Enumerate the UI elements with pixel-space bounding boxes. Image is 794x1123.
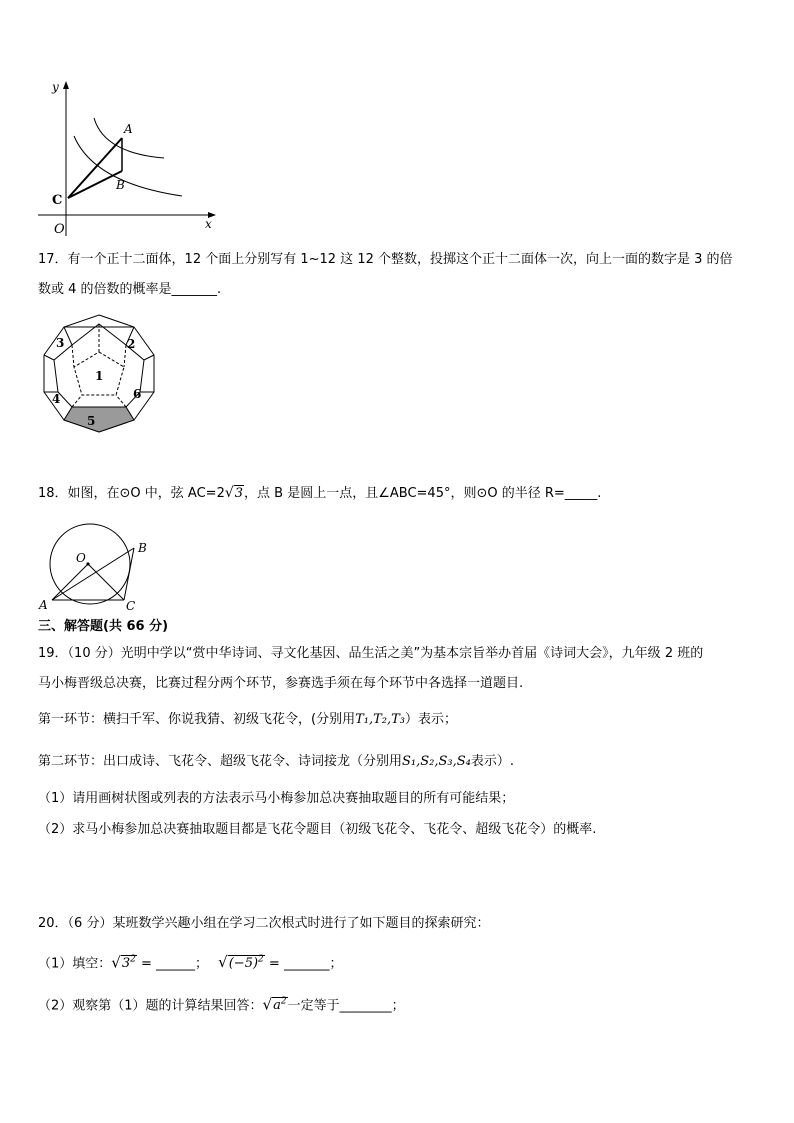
sqrt-symbol: √ [262,995,273,1014]
stage2-end: 表示）. [470,754,515,769]
radicand-2: $(-5)^2$ [228,955,264,972]
origin-label: O [54,222,65,237]
section-heading: 三、解答题(共 66 分) [38,619,169,634]
stage2-text: 第二环节：出口成诗、飞花令、超级飞花令、诗词接龙（分别用 [38,754,403,769]
face-label-2: 2 [127,337,136,351]
q17-line1: 17．有一个正十二面体，12 个面上分别写有 1~12 这 12 个整数，投掷这个正十二面体一次，向上一面的数字是 3 的倍 [38,252,733,267]
q18-text [38,484,601,503]
q19-stage1 [38,711,457,729]
dodecahedron-figure [36,312,162,438]
sqrt-symbol: √ [224,485,234,501]
radicand-1: $3^2$ [121,955,136,972]
face-label-1: 1 [95,369,104,383]
circle-o [50,524,130,604]
q19-sub2: （2）求马小梅参加总决赛抽取题目都是飞花令题目（初级飞花令、飞花令、超级飞花令）的概率. [38,822,597,837]
q20-sub2-prefix: （2）观察第（1）题的计算结果回答： [38,998,263,1014]
shaded-face-5 [64,407,134,432]
label-o: O [76,551,86,565]
hidden-edge-5 [116,395,126,407]
hidden-edge-2 [72,345,74,367]
q20-sub2 [38,993,405,1015]
x-axis-label: x [205,217,212,231]
q20-sub2-suffix: 一定等于________； [287,998,405,1014]
sqrt-symbol: √ [111,953,121,972]
q19-sub1: （1）请用画树状图或列表的方法表示马小梅参加总决赛抽取题目的所有可能结果； [38,791,515,806]
q19-line2: 马小梅晋级总决赛，比赛过程分两个环节，参赛选手须在每个环节中各选择一道题目. [38,676,524,691]
segment-ca [68,138,122,198]
q20-sub1-prefix: （1）填空： [38,956,112,972]
segment-cb [68,171,122,198]
chord-ab [52,548,134,600]
radius-oc [88,564,124,600]
graph-figure [34,78,224,240]
face-label-4: 4 [52,392,61,406]
q19-line1: 19．（10 分）光明中学以“赏中华诗词、寻文化基因、品生活之美”为基本宗旨举办首届《诗词大会》，九年级 2 班的 [38,646,704,661]
circle-figure [34,520,154,612]
q18-radicand: 3 [234,486,244,501]
q18-part1: 18．如图，在⊙O 中，弦 AC=2 [38,486,225,501]
center-dot [86,562,89,565]
point-b-label: B [116,178,125,192]
face-label-5: 5 [87,414,96,428]
label-c: C [126,599,136,612]
label-b: B [138,541,147,555]
blank-1: = ______； [141,956,209,972]
radius-oa [52,564,88,600]
y-axis-label: y [52,80,59,94]
blank-2: = _______； [268,956,343,972]
label-a: A [39,598,48,612]
stage1-end: ）表示； [405,712,458,727]
sqrt-symbol: √ [218,953,228,972]
point-a-label: A [124,122,133,136]
y-axis-arrow [63,81,69,89]
q17-line2: 数或 4 的倍数的概率是_______. [38,282,222,297]
q20-line1: 20．（6 分）某班数学兴趣小组在学习二次根式时进行了如下题目的探索研究： [38,916,490,931]
stage1-math: T₁,T₂,T₃ [355,712,405,727]
hidden-edge-3 [124,345,126,367]
stage1-text: 第一环节：横扫千军、你说我猜、初级飞花令，(分别用 [38,712,356,727]
hidden-edge-4 [72,395,82,407]
q20-sub1 [38,951,342,973]
point-c-label: C [52,193,63,208]
stage2-math: S₁,S₂,S₃,S₄ [402,754,471,769]
face-label-6: 6 [133,387,142,401]
face-label-3: 3 [56,336,65,350]
radicand-a: $a^2$ [273,997,287,1014]
q18-part2: ，点 B 是圆上一点，且∠ABC=45°，则⊙O 的半径 R=_____. [244,486,602,501]
q19-stage2 [38,753,514,771]
